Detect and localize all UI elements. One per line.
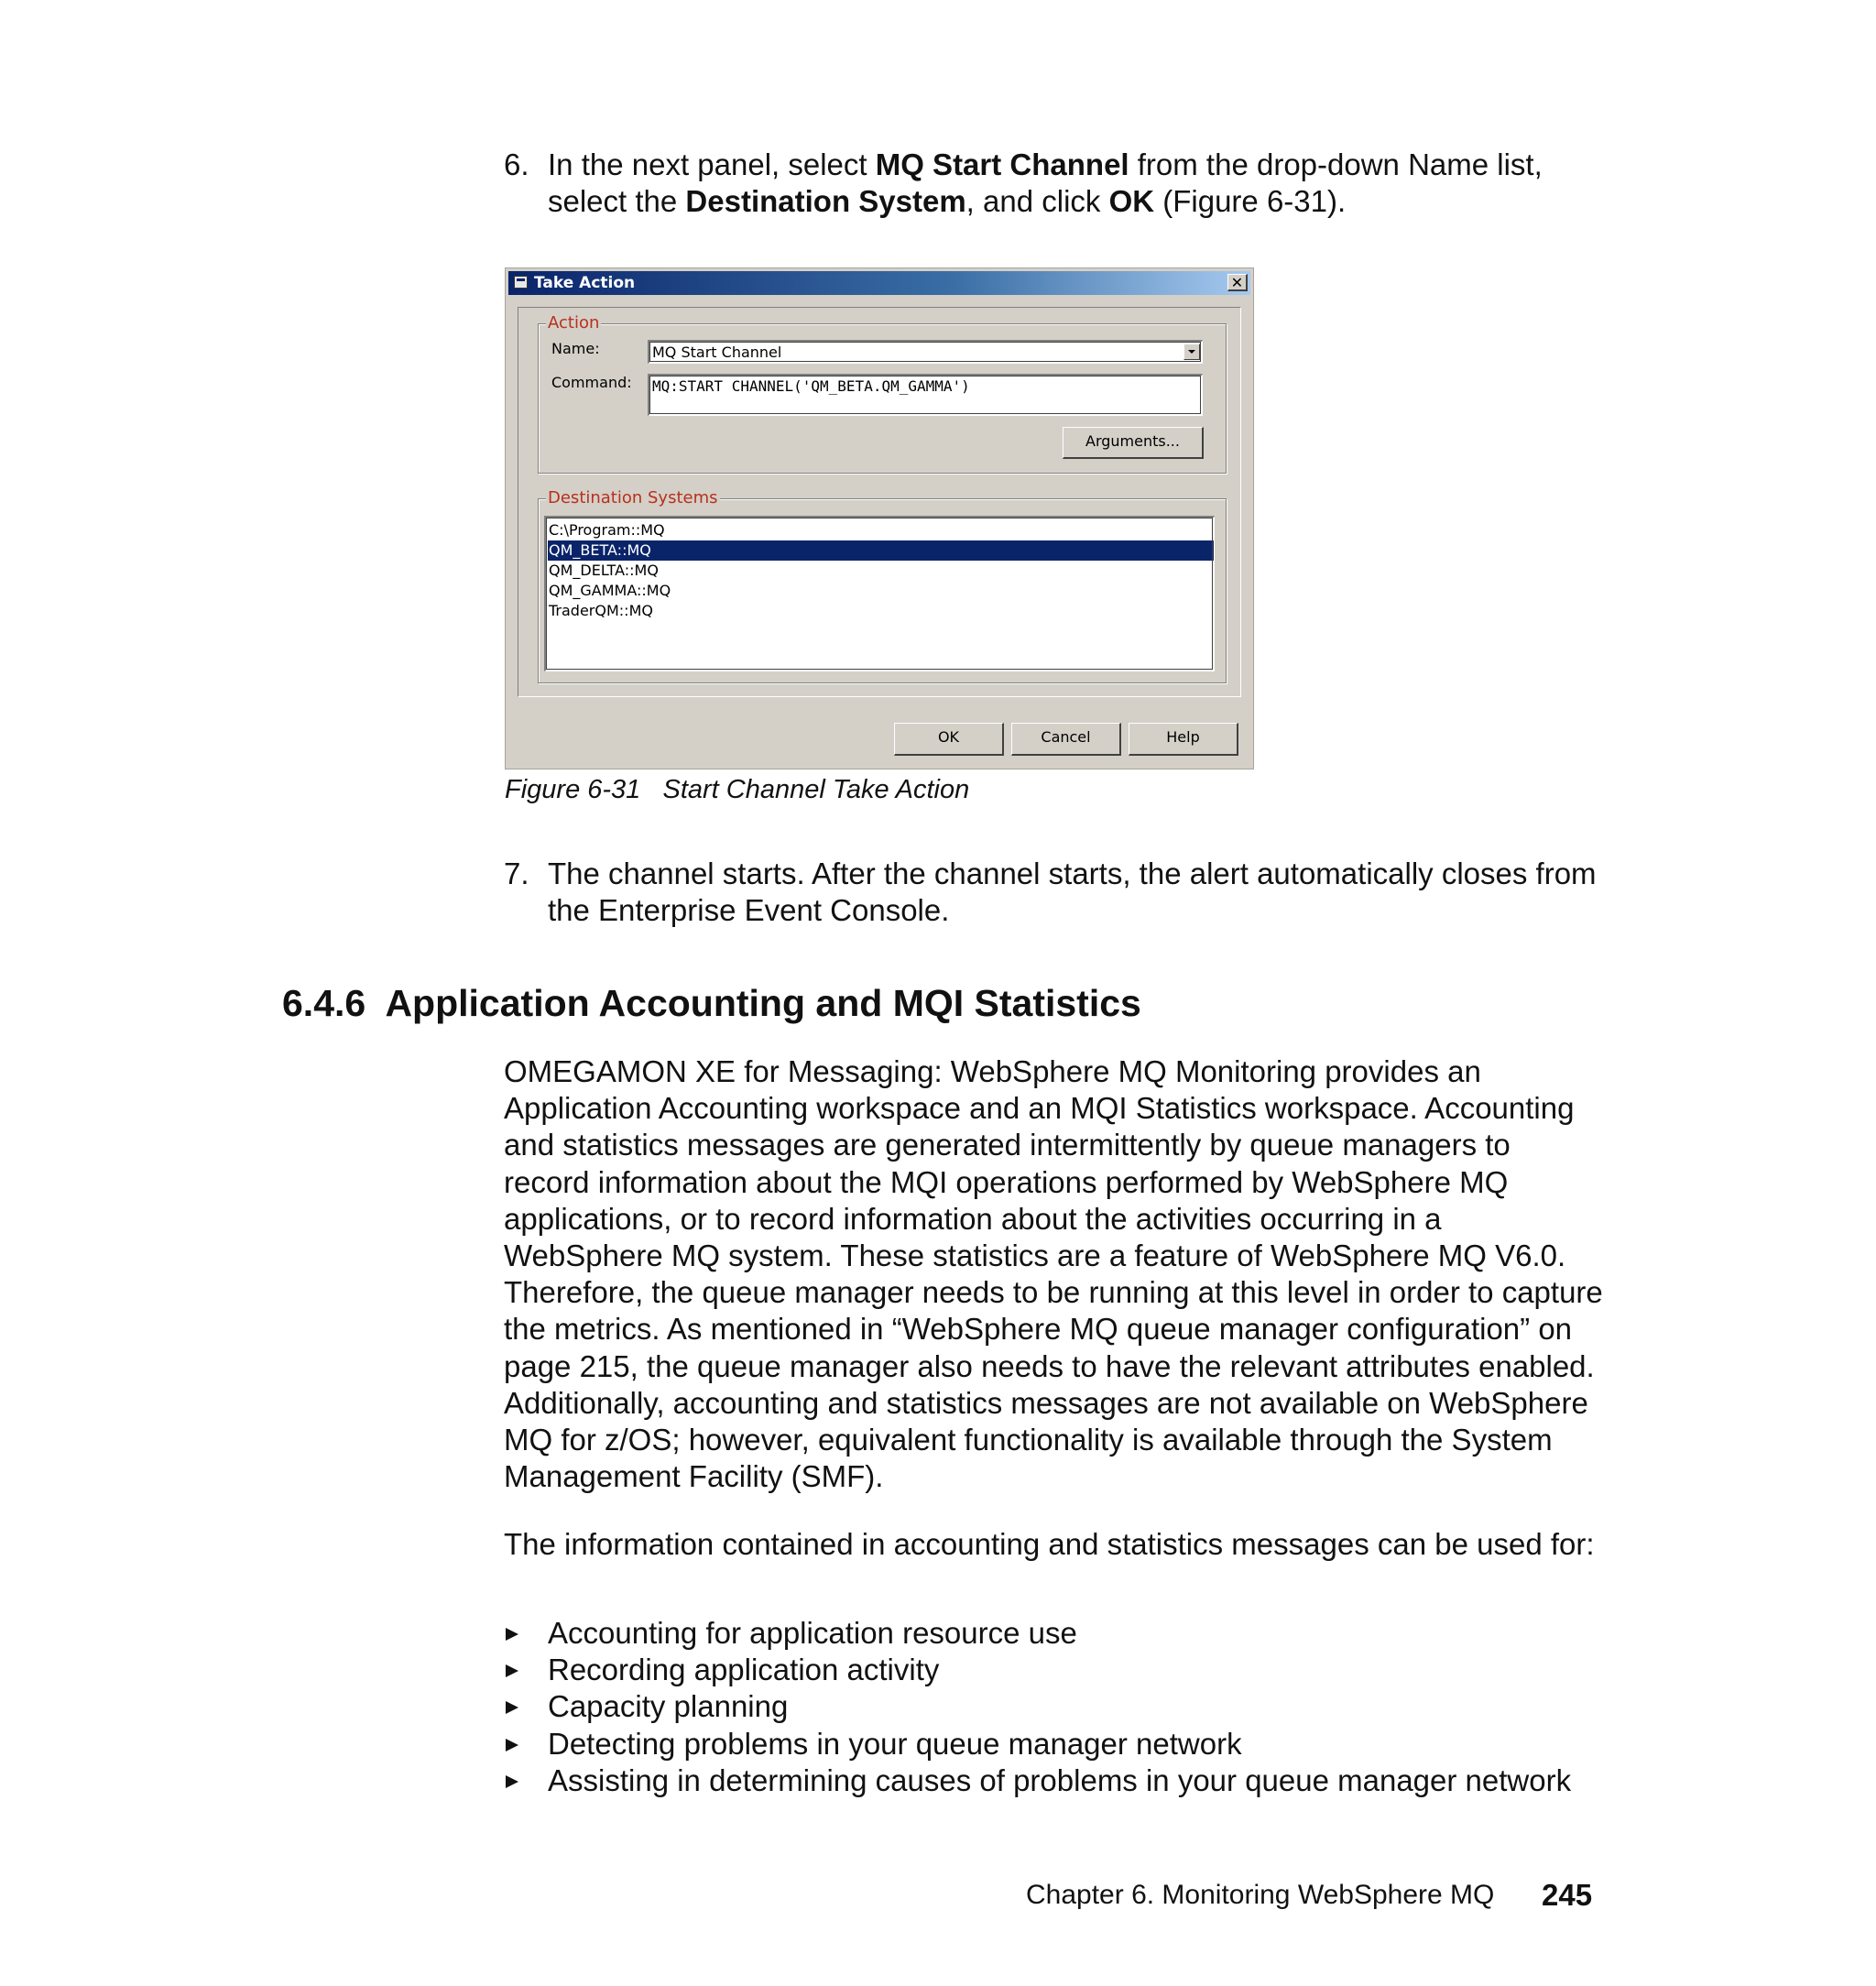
paragraph-1: OMEGAMON XE for Messaging: WebSphere MQ Monitoring provides an Application Accounting workspace and an MQI Statistics workspace. Accounting and statistics messages are generated intermittently by queue managers to record information about the MQI operations performed by WebSphere MQ applications, or to record information about the activities occurring in a WebSphere MQ system. These statistics are a feature of WebSphere MQ V6.0. Therefore, the queue manager needs to be running at this level in order to capture the metrics. As mentioned in “WebSphere MQ queue manager configuration” on page 215, the queue manager also needs to have the relevant attributes enabled. Additionally, accounting and statistics messages are not available on WebSphere MQ for z/OS; however, equivalent functionality is available through the System Management Facility (SMF). (504, 1054, 1603, 1494)
name-value: MQ Start Channel (652, 344, 782, 361)
step-number: 6. (504, 147, 529, 181)
figure-caption: Figure 6-31 Start Channel Take Action (505, 775, 970, 804)
destinations-legend: Destination Systems (548, 488, 718, 507)
bullet-list (504, 1615, 1649, 1799)
triangle-bullet-icon (506, 1739, 518, 1751)
name-dropdown[interactable] (648, 340, 1203, 364)
list-item (504, 1652, 1649, 1688)
paragraph-2: The information contained in accounting and statistics messages can be used for: (504, 1527, 1595, 1561)
bullet-text: Detecting problems in your queue manager network (548, 1726, 1242, 1761)
list-item[interactable]: TraderQM::MQ (549, 602, 653, 619)
text-run: In the next panel, select (548, 147, 876, 181)
triangle-bullet-icon (506, 1628, 518, 1641)
bold-term: MQ Start Channel (875, 147, 1129, 181)
list-item (504, 1688, 1649, 1725)
text-run: from the drop-down Name list, select the (548, 147, 1543, 218)
step-text: The channel starts. After the channel starts, the alert automatically closes from the Enterprise Event Console. (548, 857, 1597, 927)
triangle-bullet-icon (506, 1775, 518, 1788)
dialog-title: Take Action (534, 274, 636, 292)
triangle-bullet-icon (506, 1701, 518, 1714)
arguments-button[interactable]: Arguments... (1063, 427, 1204, 459)
close-icon[interactable]: ✕ (1227, 274, 1248, 291)
triangle-bullet-icon (506, 1664, 518, 1677)
list-item (504, 1762, 1649, 1799)
command-label: Command: (551, 374, 632, 391)
cancel-button[interactable]: Cancel (1011, 723, 1121, 756)
take-action-dialog (505, 267, 1254, 769)
step-text (548, 147, 1603, 220)
bullet-text: Accounting for application resource use (548, 1616, 1077, 1650)
page-number: 245 (1542, 1878, 1593, 1912)
destinations-listbox[interactable] (544, 516, 1215, 671)
help-button[interactable]: Help (1129, 723, 1238, 756)
list-item[interactable]: QM_DELTA::MQ (549, 562, 659, 579)
list-item[interactable]: C:\Program::MQ (549, 521, 665, 539)
text-run: (Figure 6-31). (1154, 184, 1347, 218)
footer-chapter: Chapter 6. Monitoring WebSphere MQ (1026, 1880, 1495, 1910)
window-icon (514, 276, 528, 289)
ok-button[interactable]: OK (894, 723, 1004, 756)
bullet-text: Recording application activity (548, 1653, 940, 1687)
text-run: , and click (965, 184, 1109, 218)
step-6 (504, 147, 1603, 220)
action-legend: Action (548, 313, 600, 333)
name-label: Name: (551, 340, 600, 357)
section-heading: 6.4.6 Application Accounting and MQI Statistics (282, 982, 1141, 1024)
bold-term: Destination System (685, 184, 966, 218)
bullet-text: Capacity planning (548, 1689, 789, 1724)
dialog-body-panel (518, 307, 1241, 697)
command-value: MQ:START CHANNEL('QM_BETA.QM_GAMMA') (652, 377, 970, 395)
step-7 (504, 856, 1603, 929)
step-number: 7. (504, 857, 529, 890)
destination-systems-group (538, 488, 1227, 683)
chevron-down-icon[interactable] (1183, 344, 1200, 360)
action-group (538, 313, 1227, 474)
list-item[interactable]: QM_GAMMA::MQ (549, 582, 671, 599)
list-item (504, 1726, 1649, 1762)
list-item-selected[interactable]: QM_BETA::MQ (548, 540, 1214, 561)
list-item (504, 1615, 1649, 1652)
dialog-titlebar (508, 271, 1250, 295)
bullet-text: Assisting in determining causes of problems in your queue manager network (548, 1762, 1572, 1797)
bold-term: OK (1108, 184, 1155, 218)
command-field[interactable] (648, 374, 1203, 416)
